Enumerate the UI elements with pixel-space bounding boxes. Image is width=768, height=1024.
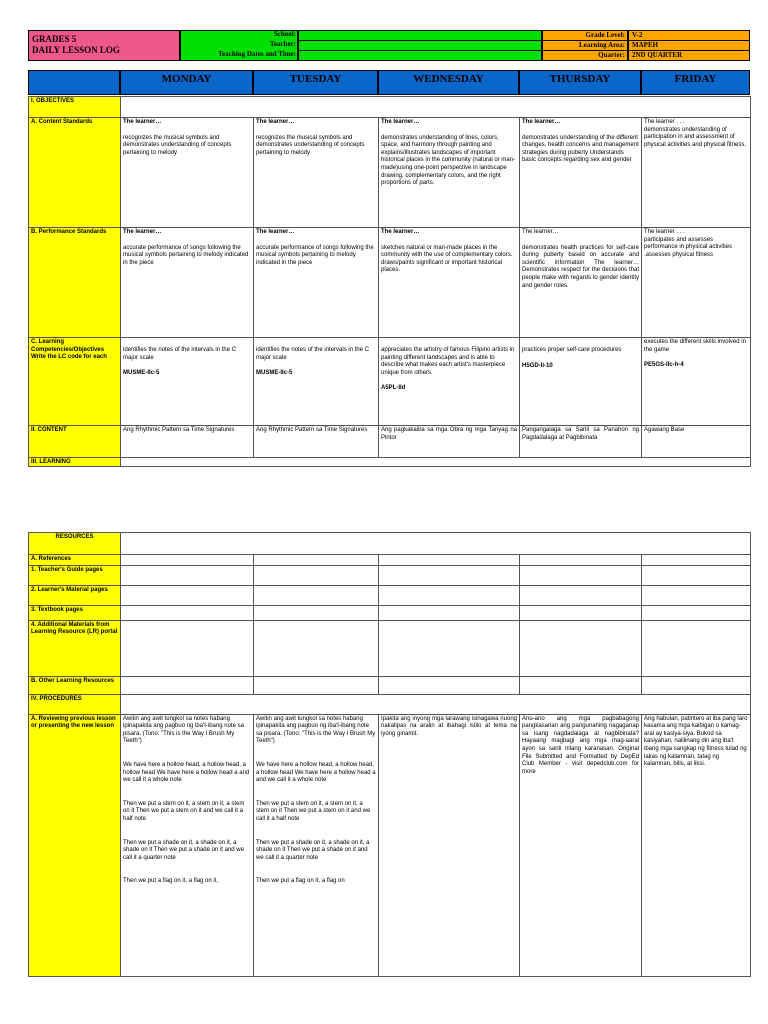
competency-monday <box>121 338 254 426</box>
am-wednesday <box>379 620 520 676</box>
tg-thursday <box>520 565 642 585</box>
other-resources-label: B. Other Learning Resources <box>29 676 121 694</box>
competency-tuesday <box>254 338 379 426</box>
quarter-label: Quarter: <box>598 51 625 59</box>
lm-monday <box>121 585 254 605</box>
lc-code: MUSME-IIc-5 <box>123 370 160 377</box>
day-header-monday: MONDAY <box>120 70 253 95</box>
learner-intro: The learner… <box>123 229 162 235</box>
learning-area-value: MAPEH <box>628 40 750 51</box>
dates-field[interactable] <box>298 50 542 61</box>
grade-level-label: Grade Level: <box>585 31 625 39</box>
other-monday <box>121 676 254 694</box>
tb-thursday <box>520 605 642 620</box>
review-monday <box>121 714 254 976</box>
performance-standard-friday <box>642 228 751 338</box>
competency-friday <box>642 338 751 426</box>
performance-standard-text: accurate performance of songs following the musical symbols pertaining to melody indicated in the piece <box>123 244 249 266</box>
am-thursday <box>520 620 642 676</box>
learning-cell <box>121 458 751 467</box>
performance-standards-label: B. Performance Standards <box>29 228 121 338</box>
quarter-value: 2ND QUARTER <box>628 50 750 61</box>
references-monday <box>121 555 254 566</box>
lesson-log-title <box>28 30 180 61</box>
competency-text: identifies the notes of the intervals in the C major scale <box>256 347 370 361</box>
other-wednesday <box>379 676 520 694</box>
review-verse-quarter: Then we put a shade on it, a shade on it, a shade on it Then we put a shade on it and we call it a quarter note <box>123 839 244 861</box>
learners-material-label: 2. Learner's Material pages <box>29 585 121 605</box>
quarter-label-cell <box>542 50 628 61</box>
performance-standard-text: accurate performance of songs following the musical symbols pertaining to melody indicated in the piece <box>256 244 374 266</box>
content-friday: Agawang Base <box>642 426 751 458</box>
content-monday: Ang Rhythmic Pattern sa Time Signatures <box>121 426 254 458</box>
tg-monday <box>121 565 254 585</box>
title-dll: DAILY LESSON LOG <box>32 45 120 55</box>
content-standard-text: recognizes the musical symbols and demonstrates understanding of concepts pertaining to melody <box>123 134 232 156</box>
learner-intro: The learner… <box>522 119 561 125</box>
day-header-tuesday: TUESDAY <box>253 70 378 95</box>
competency-text: executes the different skills involved in the game <box>644 339 746 353</box>
resources-cell <box>121 533 751 555</box>
title-grade: GRADES 5 <box>32 34 77 44</box>
review-verse-flag: Then we put a flag on it, a flag on it, <box>123 878 219 885</box>
review-wednesday: Ipakita ang inyong mga larawang isinagawa nuong nakalipas na aralin at ibahagi istilo at tema na iyong ginamit. <box>379 714 520 976</box>
review-song-intro: Awitin ang awit tungkol sa notes habang ipinapakita ang pagbuo ng iba't-ibang note sa pisara. (Tono: "This is the Way I Brush My Teeth") <box>123 715 244 745</box>
references-label: A. References <box>29 555 121 566</box>
dates-label: Teaching Dates and Time: <box>218 50 296 58</box>
references-thursday <box>520 555 642 566</box>
resources-label: RESOURCES <box>29 533 121 555</box>
learner-intro: The learner . . . <box>644 229 685 235</box>
day-header-wednesday: WEDNESDAY <box>378 70 519 95</box>
review-thursday: Anu-ano ang mga pagbabagong pangkasarian ang pangunahing nagaganap sa isang nagdadalaga at nagbibinata? Hayaang magbagi ang mga mag-aaral ayon sa sarili nilang karanasan. Original File Submitted and Formatted by DepEd Club Member - visit depedclub.com for more <box>520 714 642 976</box>
lc-code: PE5GS-IIc-h-4 <box>644 362 684 369</box>
tb-wednesday <box>379 605 520 620</box>
content-standard-friday <box>642 118 751 228</box>
lc-code: MUSME-IIc-5 <box>256 370 293 377</box>
competency-text: identifies the notes of the intervals in the C major scale <box>123 347 237 361</box>
procedures-label: IV. PROCEDURES <box>29 694 121 714</box>
performance-standard-wednesday <box>379 228 520 338</box>
tg-tuesday <box>254 565 379 585</box>
review-verse-whole: We have here a hollow head, a hollow head, a hollow head We have here a hollow head a and we call it a whole note <box>256 761 376 784</box>
review-song-intro: Awitin ang awit tungkol sa notes habang ipinapakita ang pagbuo ng iba't-ibang note sa pisara. (Tono: "This is the Way I Brush My Teeth") <box>256 715 376 745</box>
lc-code: A5PL-IId <box>381 385 406 392</box>
content-standard-text: demonstrates understanding of participation in and assessment of physical activities and physical fitness. <box>644 126 747 148</box>
references-wednesday <box>379 555 520 566</box>
competency-text: appreciates the artistry of famous Filipino artists in painting different landscapes and is able to describe what makes each artist's masterpiece unique from others. <box>381 347 515 376</box>
day-header-thursday: THURSDAY <box>519 70 641 95</box>
review-verse-quarter: Then we put a shade on it, a shade on it, a shade on it Then we put a shade on it and we call it a quarter note <box>256 839 370 861</box>
day-header-friday: FRIDAY <box>641 70 750 95</box>
lm-wednesday <box>379 585 520 605</box>
tb-friday <box>642 605 751 620</box>
learning-area-label: Learning Area: <box>579 41 625 49</box>
content-standard-wednesday <box>379 118 520 228</box>
teacher-label: Teacher: <box>269 40 296 48</box>
performance-standard-text: participates and assesses performance in physical activities .assesses physical fitness <box>644 236 733 258</box>
learner-intro: The learner… <box>123 119 162 125</box>
content-standard-text: demonstrates understanding of the different changes, health concerns and management strategies during puberty Understands basic concepts regarding sex and gender <box>522 134 639 164</box>
lesson-table-page2 <box>28 532 751 977</box>
am-monday <box>121 620 254 676</box>
content-standard-thursday <box>520 118 642 228</box>
content-thursday: Pangangalaga sa Sarili sa Panahon ng Pagdadalaga at Pagbibinata <box>520 426 642 458</box>
tg-friday <box>642 565 751 585</box>
lesson-table-page1 <box>28 96 751 467</box>
content-wednesday: Ang pagkakaiba sa mga Obra ng mga Tanyag na Pintor <box>379 426 520 458</box>
content-standard-text: demonstrates understanding of lines, colors, space, and harmony through painting and explains/illustrates landscapes of important historical places in the community (natural or man-made)using one-point perspective in landscape drawing, complementary colors, and the right proportions of parts. <box>381 134 516 187</box>
competency-text: practices proper self-care procedures <box>522 347 622 353</box>
am-tuesday <box>254 620 379 676</box>
references-friday <box>642 555 751 566</box>
learner-intro: The learner… <box>256 119 295 125</box>
objectives-label: I. OBJECTIVES <box>29 97 121 118</box>
day-header-blank <box>28 70 120 95</box>
content-label: II. CONTENT <box>29 426 121 458</box>
textbook-label: 3. Textbook pages <box>29 605 121 620</box>
learner-intro: The learner… <box>522 229 559 235</box>
other-thursday <box>520 676 642 694</box>
performance-standard-thursday <box>520 228 642 338</box>
review-friday: Ang habulan, patintero at iba pang laro kasama ang mga kaibigan o kamag-aral ay kasiya-siya. Bukod sa kasiyahan, nalilinang din ang iba't ibang mga sangkap ng fitness tulad ng lakas ng kalamnan, tatag ng kalamnan, bilis, at liksi. <box>642 714 751 976</box>
content-standard-tuesday <box>254 118 379 228</box>
learner-intro: The learner… <box>256 229 295 235</box>
learning-label: III. LEARNING <box>29 458 121 467</box>
other-friday <box>642 676 751 694</box>
learner-intro: The learner… <box>381 229 420 235</box>
am-friday <box>642 620 751 676</box>
other-tuesday <box>254 676 379 694</box>
learner-intro: The learner . . . <box>644 119 685 125</box>
tg-wednesday <box>379 565 520 585</box>
lm-tuesday <box>254 585 379 605</box>
lc-code: H5GD-Ii-10 <box>522 362 553 369</box>
competencies-label: C. Learning Competencies/Objectives Write the LC code for each <box>29 338 121 426</box>
reviewing-label: A. Reviewing previous lesson or presenting the new lesson <box>29 714 121 976</box>
performance-standard-tuesday <box>254 228 379 338</box>
objectives-cell <box>121 97 751 118</box>
competency-thursday <box>520 338 642 426</box>
review-verse-flag: Then we put a flag on it, a flag on <box>256 878 345 885</box>
learner-intro: The learner… <box>381 119 420 125</box>
additional-materials-label: 4. Additional Materials from Learning Resource (LR) portal <box>29 620 121 676</box>
performance-standard-text: sketches natural or man-made places in the community with the use of complementary colors. draws/paints significant or important historical places. <box>381 244 513 274</box>
tb-tuesday <box>254 605 379 620</box>
school-label: School: <box>273 30 296 38</box>
teachers-guide-label: 1. Teacher's Guide pages <box>29 565 121 585</box>
review-verse-half: Then we put a stem on it, a stem on it, a stem on it Then we put a stem on it and we call it a half note <box>256 800 371 822</box>
content-tuesday: Ang Rhythmic Pattern sa Time Signatures <box>254 426 379 458</box>
review-tuesday <box>254 714 379 976</box>
lm-friday <box>642 585 751 605</box>
performance-standard-text: demonstrates health practices for self-care during puberty based on accurate and scientific information The learner… Demonstrates respect for the decisions that people make with regards to gender identity and gender roles. <box>522 244 639 289</box>
content-standard-monday <box>121 118 254 228</box>
lm-thursday <box>520 585 642 605</box>
references-tuesday <box>254 555 379 566</box>
grade-level-value: V-2 <box>628 30 750 41</box>
procedures-cell <box>121 694 751 714</box>
competency-wednesday <box>379 338 520 426</box>
review-verse-half: Then we put a stem on it, a stem on it, a stem on it Then we put a stem on it and we call it a half note <box>123 800 245 822</box>
performance-standard-monday <box>121 228 254 338</box>
tb-monday <box>121 605 254 620</box>
content-standard-text: recognizes the musical symbols and demonstrates understanding of concepts pertaining to melody <box>256 134 365 156</box>
review-verse-whole: We have here a hollow head, a hollow head, a hollow head We have here a hollow head a and we call it a whole note <box>123 761 250 784</box>
content-standards-label: A. Content Standards <box>29 118 121 228</box>
